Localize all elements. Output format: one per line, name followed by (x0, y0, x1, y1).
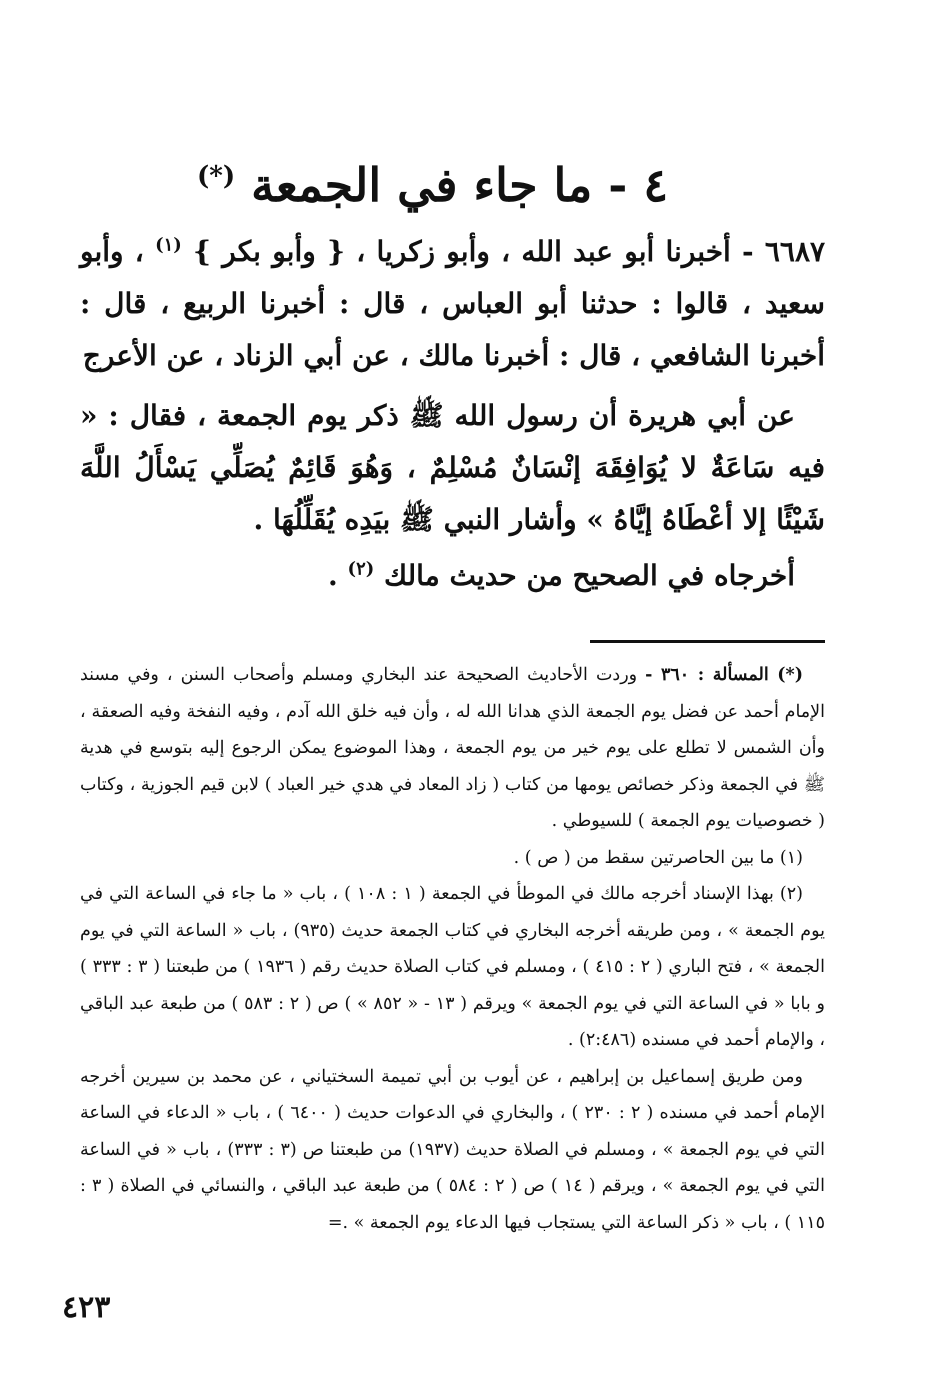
chapter-title (80, 150, 825, 220)
isnad-part-1: ٦٦٨٧ - أخبرنا أبو عبد الله ، وأبو زكريا ، { وأبو بكر } (193, 235, 826, 268)
page-number: ٤٢٣ (62, 1290, 111, 1325)
footnote-ref-2: (٢) (347, 558, 375, 580)
footnote-1: (١) ما بين الحاصرتين سقط من ( ص ) . (513, 847, 803, 868)
hadith-takhrij (80, 550, 825, 602)
footnote-star-lead: (*) المسألة : ٣٦٠ - (645, 665, 803, 685)
isnad-part-2: ، وأبو سعيد ، قالوا : حدثنا أبو العباس ، قال : أخبرنا الربيع ، قال : أخبرنا الشافعي ، قال : أخبرنا مالك ، عن أبي الزناد ، عن الأعرج (80, 235, 825, 372)
hadith-isnad (80, 226, 825, 382)
chapter-title-text: ٤ - ما جاء في الجمعة (251, 158, 669, 212)
footnote-2-continued: ومن طريق إسماعيل بن إبراهيم ، عن أيوب بن أبي تميمة السختياني ، عن محمد بن سيرين أخرجه الإمام أحمد في مسنده ( ٢ : ٢٣٠ ) ، والبخاري في الدعوات حديث ( ٦٤٠٠ ) ، باب « الدعاء في الساعة التي في يوم الجمعة » ، ومسلم في الصلاة حديث (١٩٣٧) من طبعتنا ص (٣ : ٣٣٣) ، باب « في الساعة التي في يوم الجمعة » ، ويرقم ( ١٤ ) ص ( ٢ : ٥٨٤ ) من طبعة عبد الباقي ، والنسائي في الصلاة ( ٣ : ١١٥ ) ، باب « ذكر الساعة التي يستجاب فيها الدعاء يوم الجمعة » .= (80, 1066, 825, 1233)
footnote-divider (590, 640, 825, 643)
footnote-ref-1: (١) (155, 234, 182, 256)
footnote-star (80, 657, 825, 840)
footnote-star-text: وردت الأحاديث الصحيحة عند البخاري ومسلم وأصحاب السنن ، وفي مسند الإمام أحمد عن فضل يوم الجمعة الذي هدانا الله له ، وأن فيه خلق الله آدم ، وفيه النفخة وفيه الصعقة ، وأن الشمس لا تطلع على يوم خير من يوم الجمعة ، وهذا الموضوع يمكن الرجوع إليه بتوسع في هدية ﷺ في الجمعة وذكر خصائص يومها من كتاب ( زاد المعاد في هدي خير العباد ) لابن قيم الجوزية ، وكتاب ( خصوصيات يوم الجمعة ) للسيوطي . (80, 665, 825, 831)
hadith-body (80, 226, 825, 602)
chapter-title-footnote-mark: (*) (196, 161, 236, 192)
book-page (80, 150, 825, 1241)
takhrij-end: . (328, 559, 338, 592)
hadith-matn: عن أبي هريرة أن رسول الله ﷺ ذكر يوم الجمعة ، فقال : « فيه سَاعَةٌ لا يُوَافِقَهَ إنْسَانٌ مُسْلِمٌ ، وَهُوَ قَائِمٌ يُصَلِّي يَسْأَلُ اللَّهَ شَيْئًا إلا أعْطَاهُ إيَّاهُ » وأشار النبي ﷺ بيَدِه يُقَلِّلُهَا . (80, 399, 825, 536)
footnote-2: (٢) بهذا الإسناد أخرجه مالك في الموطأ في الجمعة ( ١ : ١٠٨ ) ، باب « ما جاء في الساعة التي في يوم الجمعة » ، ومن طريقه أخرجه البخاري في كتاب الجمعة حديث (٩٣٥) ، باب « الساعة التي في يوم الجمعة » ، فتح الباري ( ٢ : ٤١٥ ) ، ومسلم في كتاب الصلاة حديث رقم ( ١٩٣٦ ) من طبعتنا ( ٣ : ٣٣٣ ) و بابا « في الساعة التي في يوم الجمعة » ويرقم ( ١٣ - « ٨٥٢ » ) ص ( ٢ : ٥٨٣ ) من طبعة عبد الباقي ، والإمام أحمد في مسنده (٢:٤٨٦) . (80, 884, 826, 1050)
takhrij-text: أخرجاه في الصحيح من حديث مالك (384, 559, 795, 592)
footnotes (80, 657, 825, 1241)
